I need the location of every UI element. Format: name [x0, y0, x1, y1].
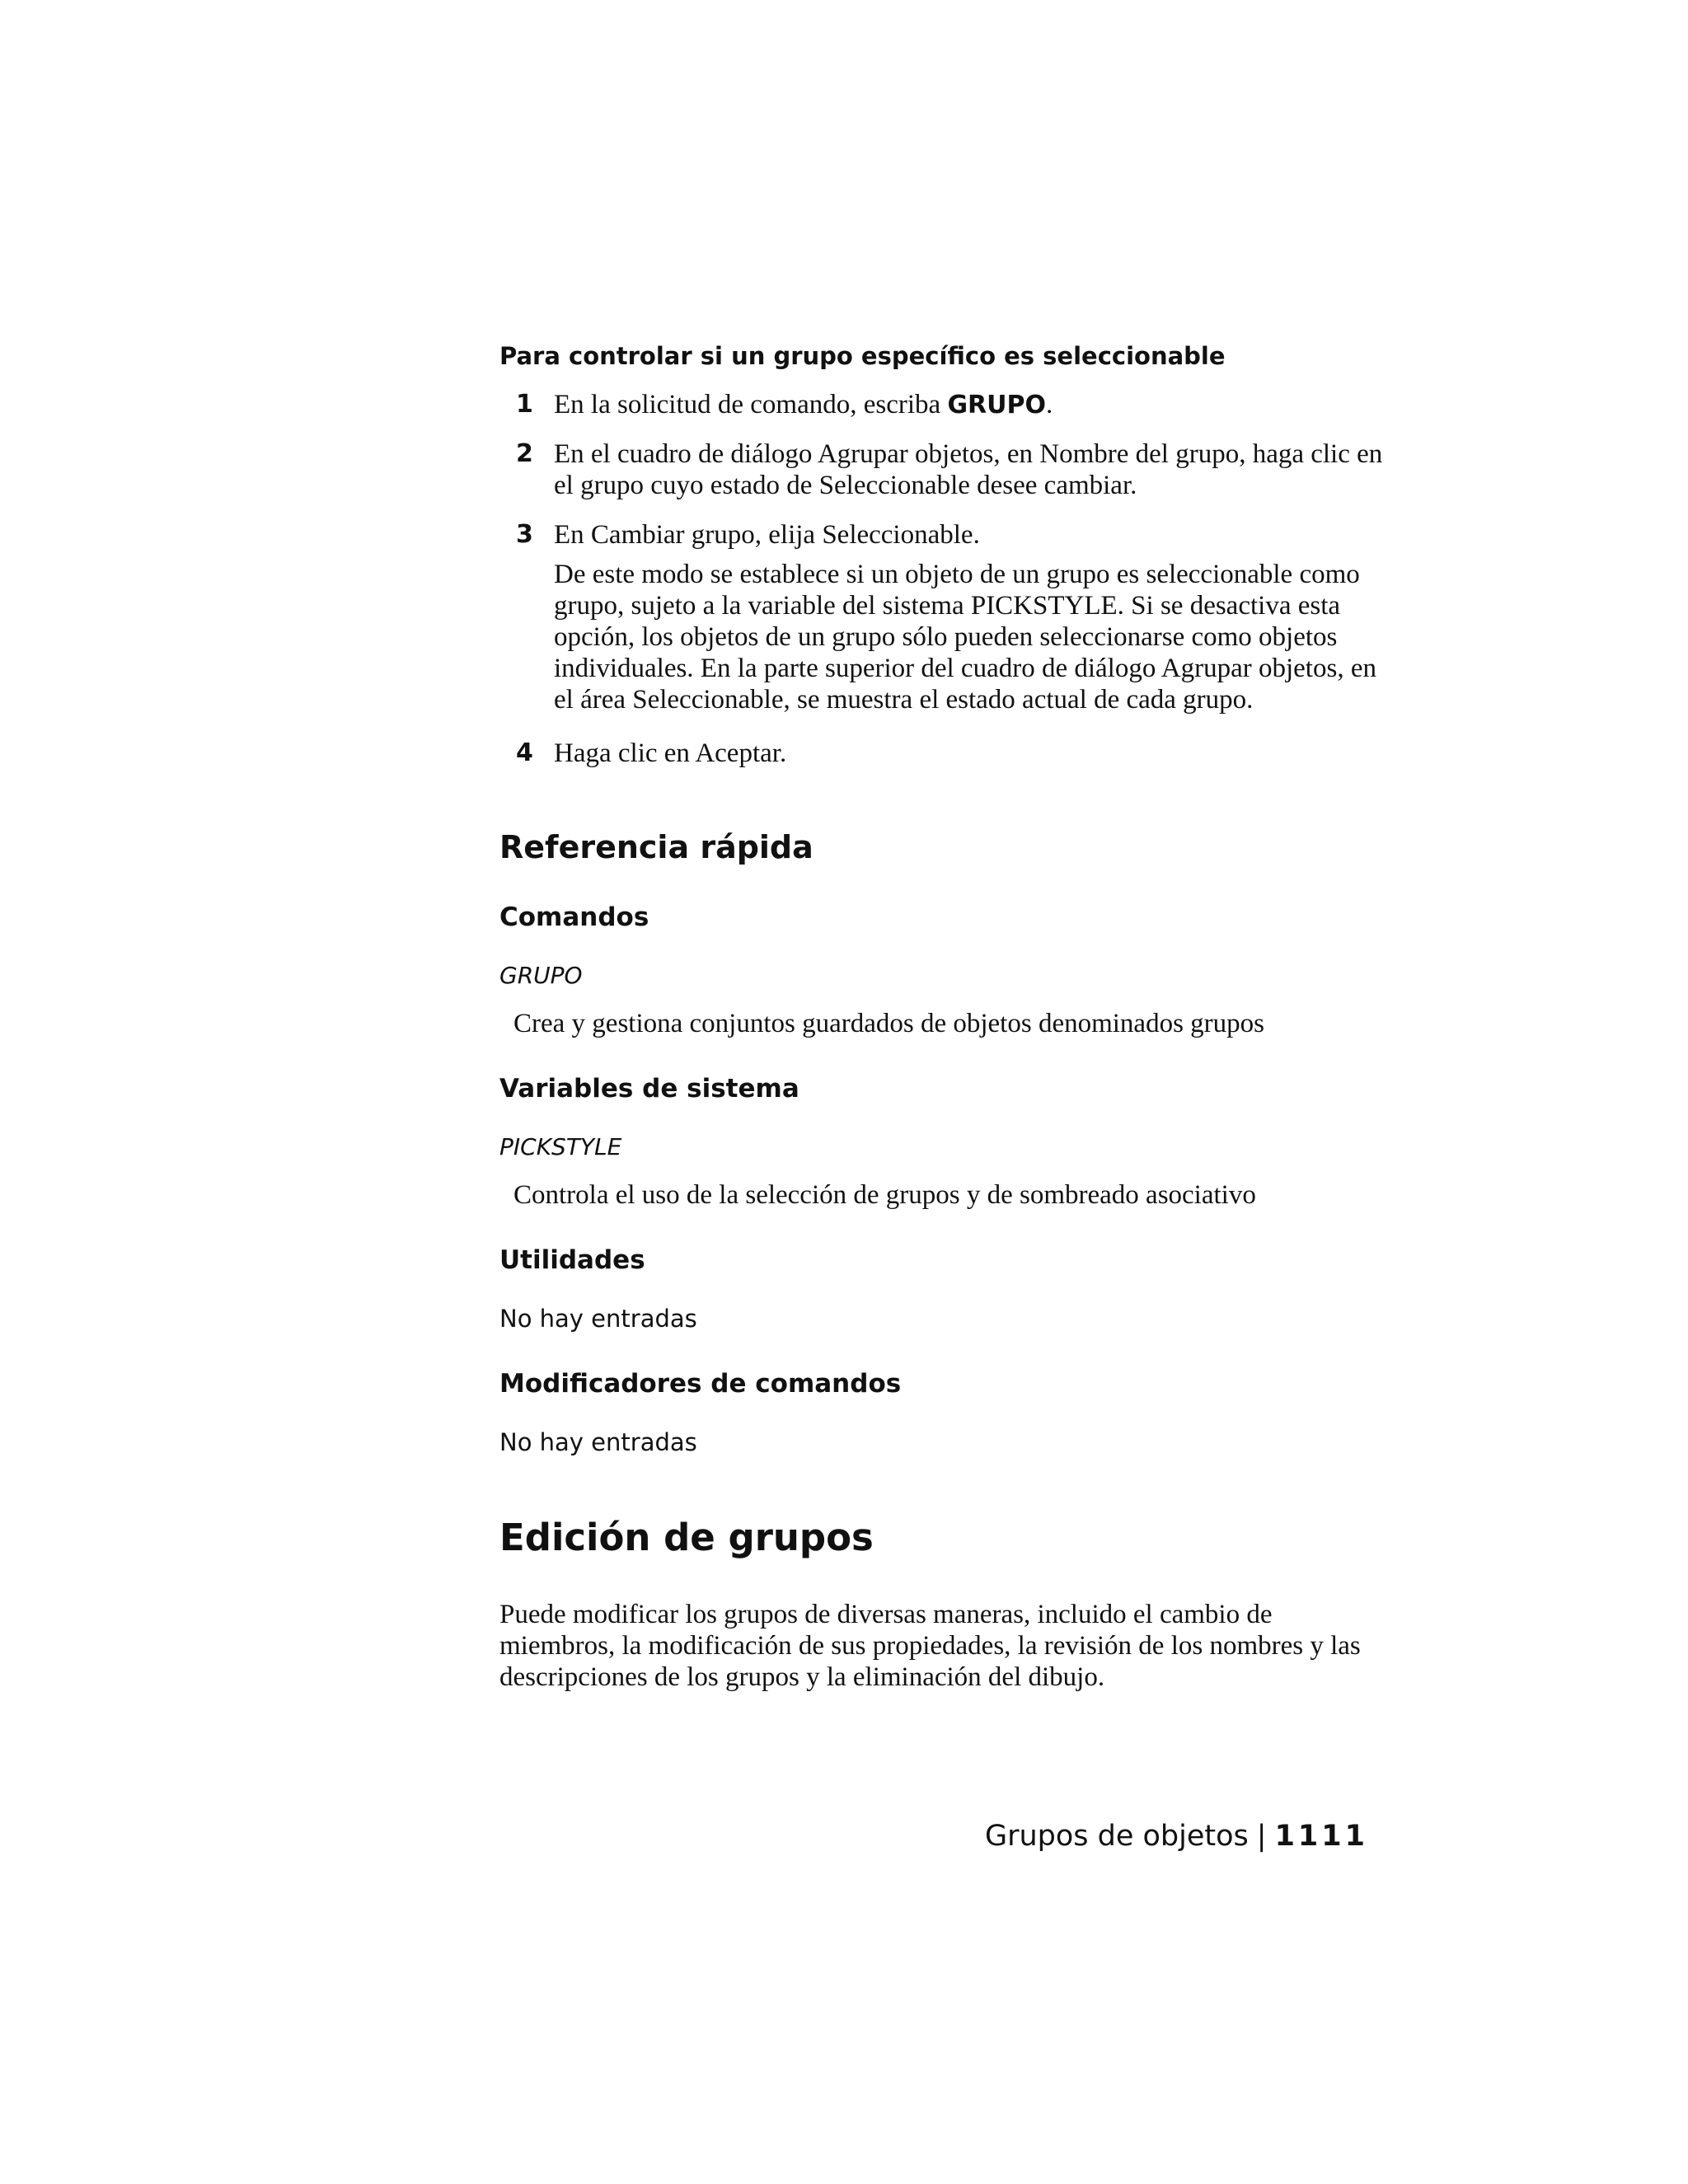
- footer-chapter: Grupos de objetos: [984, 1820, 1249, 1853]
- commands-heading: Comandos: [499, 902, 649, 932]
- step-number: 2: [516, 439, 533, 468]
- command-modifiers-text: No hay entradas: [499, 1428, 697, 1456]
- footer-separator: |: [1256, 1820, 1267, 1853]
- utilities-text: No hay entradas: [499, 1305, 697, 1333]
- page-footer: [985, 1818, 1368, 1854]
- system-variable-term: PICKSTYLE: [499, 1133, 622, 1160]
- command-name: GRUPO: [947, 391, 1047, 419]
- system-variables-heading: Variables de sistema: [499, 1074, 799, 1104]
- step-text: En Cambiar grupo, elija Seleccionable.: [554, 520, 980, 550]
- command-modifiers-heading: Modificadores de comandos: [499, 1369, 902, 1399]
- quick-reference-heading: Referencia rápida: [499, 829, 814, 865]
- step-number: 3: [516, 520, 533, 549]
- step-number: 1: [516, 390, 533, 419]
- utilities-heading: Utilidades: [499, 1245, 645, 1275]
- step-text: En el cuadro de diálogo Agrupar objetos, en Nombre del grupo, haga clic en el grupo cuyo estado de Seleccionable desee cambiar.: [554, 439, 1383, 500]
- section-title: Edición de grupos: [499, 1516, 874, 1559]
- procedure-title: Para controlar si un grupo específico es seleccionable: [499, 342, 1226, 370]
- page-number: 1111: [1274, 1820, 1368, 1853]
- step-note: De este modo se establece si un objeto de un grupo es seleccionable como grupo, sujeto a la variable del sistema PICKSTYLE. Si se desactiva esta opción, los objetos de un grupo sólo pueden seleccionarse como objetos individuales. En la parte superior del cuadro de diálogo Agrupar objetos, en el área Seleccionable, se muestra el estado actual de cada grupo.: [554, 560, 1376, 715]
- step-number: 4: [516, 738, 533, 767]
- step-text: En la solicitud de comando, escriba GRUPO.: [554, 390, 1053, 419]
- command-term: GRUPO: [499, 962, 583, 989]
- step-text: Haga clic en Aceptar.: [554, 738, 787, 768]
- command-description: Crea y gestiona conjuntos guardados de objetos denominados grupos: [513, 1009, 1264, 1038]
- section-paragraph: Puede modificar los grupos de diversas maneras, incluido el cambio de miembros, la modificación de sus propiedades, la revisión de los nombres y las descripciones de los grupos y la eliminación del dibujo.: [499, 1600, 1361, 1692]
- system-variable-description: Controla el uso de la selección de grupos y de sombreado asociativo: [513, 1180, 1256, 1210]
